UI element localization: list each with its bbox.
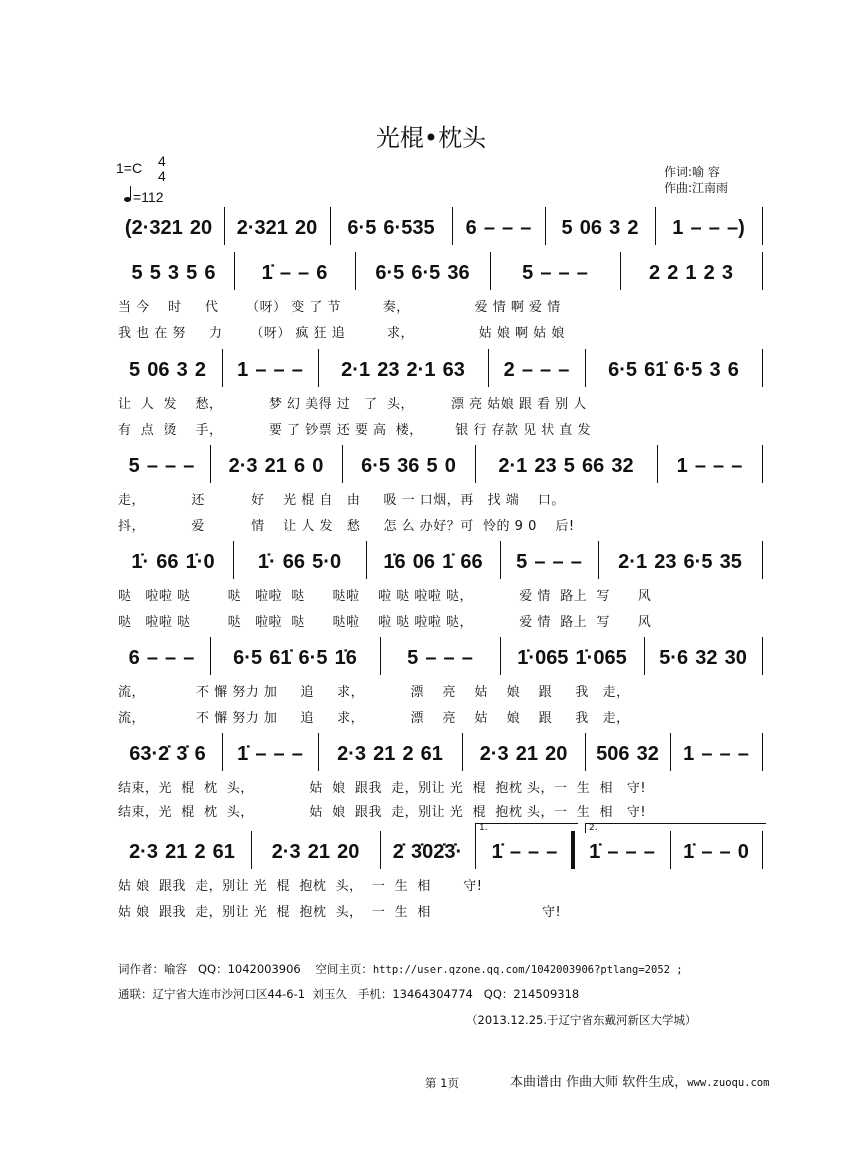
zuoqu-link[interactable]: www.zuoqu.com	[687, 1077, 770, 1089]
barline	[644, 637, 645, 675]
measure: 5 06 3 2	[129, 359, 206, 381]
generator-text: 本曲谱由 作曲大师 软件生成，	[510, 1075, 688, 1090]
barline	[251, 831, 252, 869]
barline	[488, 349, 489, 387]
volta-1: 1.	[475, 823, 578, 833]
barline	[342, 445, 343, 483]
barline	[571, 831, 575, 869]
measure: 1 – – –	[683, 743, 749, 765]
barline	[355, 252, 356, 290]
barline	[233, 541, 234, 579]
time-signature	[158, 154, 166, 184]
measure: 2·1 23 2·1 63	[341, 359, 465, 381]
barline	[670, 831, 671, 869]
barline	[585, 349, 586, 387]
lyricist-credit: 作词:喻 容	[664, 165, 720, 179]
measure: 2·3 21 20	[479, 743, 568, 765]
measure: 63·2̇ 3̇ 6	[129, 743, 206, 765]
barline	[490, 252, 491, 290]
lyric-line-verse-1: 让 人 发 愁， 梦 幻 美得 过 了 头， 漂 亮 姑娘 跟 看 别 人	[118, 397, 587, 412]
barline	[762, 637, 763, 675]
measure: 5·6 32 30	[659, 647, 747, 669]
lyric-line-verse-2: 我 也 在 努 力 （呀） 疯 狂 追 求， 姑 娘 啊 姑 娘	[118, 326, 565, 341]
key-signature: 1=C	[116, 160, 143, 176]
measure: 2·1 23 5 66 32	[498, 455, 634, 477]
measure: 6·5 6·5 36	[375, 262, 470, 284]
measure: 6 – – –	[465, 217, 532, 239]
measure: 1̇·065 1̇·065	[517, 647, 627, 669]
barline	[222, 733, 223, 771]
measure: 1̇· 66 5·0	[257, 551, 342, 573]
barline	[500, 637, 501, 675]
lyric-line-verse-1: 姑 娘 跟我 走，别让 光 棍 抱枕 头， 一 生 相 守!	[118, 879, 483, 894]
staff-system	[0, 211, 862, 245]
staff-system	[0, 835, 862, 869]
author-contact: 词作者：喻容 QQ：1042003906 空间主页：	[118, 962, 373, 976]
barline	[330, 207, 331, 245]
measure: 5 – – –	[522, 262, 588, 284]
barline	[762, 349, 763, 387]
quarter-note-icon	[124, 197, 131, 202]
measure: 2̇ 3̇02̇3̇·	[392, 841, 463, 863]
staff-system	[0, 545, 862, 579]
measure: 2 – – –	[503, 359, 570, 381]
date-note: （2013.12.25.于辽宁省东戴河新区大学城）	[466, 1013, 697, 1027]
barline	[222, 349, 223, 387]
measure: 1̇ – – –	[589, 841, 655, 863]
barline	[318, 349, 319, 387]
lyric-line-verse-2: 流， 不 懈 努力 加 追 求， 漂 亮 姑 娘 跟 我 走，	[118, 711, 630, 726]
staff-system	[0, 256, 862, 290]
lyric-line-verse-1: 走， 还 好 光 棍 自 由 吸 一 口烟，再 找 端 口。	[118, 493, 565, 508]
lyric-line-verse-2: 抖， 爱 情 让 人 发 愁 怎 么 办好？可 怜的 9 0 后!	[118, 519, 575, 534]
barline	[545, 207, 546, 245]
barline	[475, 831, 476, 869]
barline	[762, 831, 763, 869]
barline	[210, 637, 211, 675]
measure: 5 – – –	[128, 455, 195, 477]
lyric-line-verse-2: 有 点 烫 手， 要 了 钞票 还 要 高 楼， 银 行 存款 见 状 直 发	[118, 423, 592, 438]
barline	[762, 445, 763, 483]
measure: 1 – – –	[237, 359, 303, 381]
barline	[762, 252, 763, 290]
measure: 2 2 1 2 3	[648, 262, 734, 284]
measure: 2·3 21 6 0	[228, 455, 324, 477]
barline	[657, 445, 658, 483]
barline	[762, 733, 763, 771]
song-title: 光棍•枕头	[375, 124, 487, 152]
barline	[366, 541, 367, 579]
meter-bottom: 4	[158, 168, 166, 184]
measure: 6·5 61̇ 6·5 3 6	[608, 359, 739, 381]
measure: 1 – – –	[676, 455, 743, 477]
lyric-line-verse-2: 姑 娘 跟我 走，别让 光 棍 抱枕 头， 一 生 相 守!	[118, 905, 562, 920]
staff-system	[0, 737, 862, 771]
staff-system	[0, 449, 862, 483]
measure: 1 – – –)	[672, 217, 745, 239]
measure: 5 – – –	[407, 647, 473, 669]
footer-line-2: 通联：辽宁省大连市沙河口区44-6-1 刘玉久 手机：13464304774 QQ：214509318	[118, 987, 580, 1001]
lyric-line-verse-2: 哒 啦啦 哒 哒 啦啦 哒 哒啦 啦 哒 啦啦 哒， 爱 情 路上 写 风	[118, 615, 652, 630]
measure: 506 32	[596, 743, 659, 765]
measure: 6·5 61̇ 6·5 1̇6	[233, 647, 357, 669]
measure: 2·321 20	[236, 217, 318, 239]
staff-system	[0, 641, 862, 675]
tempo-marking	[124, 189, 164, 205]
qzone-link[interactable]: http://user.qzone.qq.com/1042003906?ptlang=2052 ;	[372, 964, 683, 976]
lyric-line-verse-2: 结束，光 棍 枕 头， 姑 娘 跟我 走，别让 光 棍 抱枕 头，一 生 相 守!	[118, 805, 647, 820]
lyric-line-verse-1: 哒 啦啦 哒 哒 啦啦 哒 哒啦 啦 哒 啦啦 哒， 爱 情 路上 写 风	[118, 589, 652, 604]
barline	[655, 207, 656, 245]
barline	[598, 541, 599, 579]
lyric-line-verse-1: 流， 不 懈 努力 加 追 求， 漂 亮 姑 娘 跟 我 走，	[118, 685, 630, 700]
measure: (2·321 20	[124, 217, 213, 239]
composer-credit: 作曲:江南雨	[664, 181, 729, 195]
measure: 5 5 3 5 6	[131, 262, 216, 284]
measure: 6·5 36 5 0	[361, 455, 456, 477]
barline	[380, 831, 381, 869]
measure: 1̇ – – –	[491, 841, 558, 863]
barline	[234, 252, 235, 290]
generator-note	[510, 1076, 769, 1090]
barline	[762, 207, 763, 245]
measure: 2·1 23 6·5 35	[618, 551, 742, 573]
tempo-value: =112	[133, 189, 164, 205]
staff-system	[0, 353, 862, 387]
volta-2: 2.	[585, 823, 766, 833]
barline	[585, 733, 586, 771]
barline	[670, 733, 671, 771]
measure: 5 – – –	[516, 551, 582, 573]
barline	[475, 445, 476, 483]
measure: 2·3 21 20	[271, 841, 360, 863]
measure: 1̇ – – 6	[261, 262, 328, 284]
measure: 1̇· 66 1̇·0	[131, 551, 215, 573]
measure: 2·3 21 2 61	[129, 841, 235, 863]
measure: 2·3 21 2 61	[337, 743, 443, 765]
measure: 1̇ – – 0	[683, 841, 749, 863]
barline	[210, 445, 211, 483]
lyric-line-verse-1: 结束，光 棍 枕 头， 姑 娘 跟我 走，别让 光 棍 抱枕 头，一 生 相 守!	[118, 781, 647, 796]
measure: 6 – – –	[128, 647, 195, 669]
measure: 1̇6 06 1̇ 66	[383, 551, 483, 573]
footer-line-1	[118, 962, 683, 977]
barline	[620, 252, 621, 290]
page-number: 第 1页	[425, 1076, 459, 1090]
barline	[380, 637, 381, 675]
barline	[762, 541, 763, 579]
barline	[224, 207, 225, 245]
barline	[500, 541, 501, 579]
barline	[452, 207, 453, 245]
measure: 1̇ – – –	[237, 743, 303, 765]
lyric-line-verse-1: 当 今 时 代 （呀） 变 了 节 奏， 爱 情 啊 爱 情	[118, 300, 561, 315]
measure: 5 06 3 2	[561, 217, 639, 239]
barline	[462, 733, 463, 771]
meter-top: 4	[158, 153, 166, 169]
measure: 6·5 6·535	[347, 217, 435, 239]
barline	[318, 733, 319, 771]
